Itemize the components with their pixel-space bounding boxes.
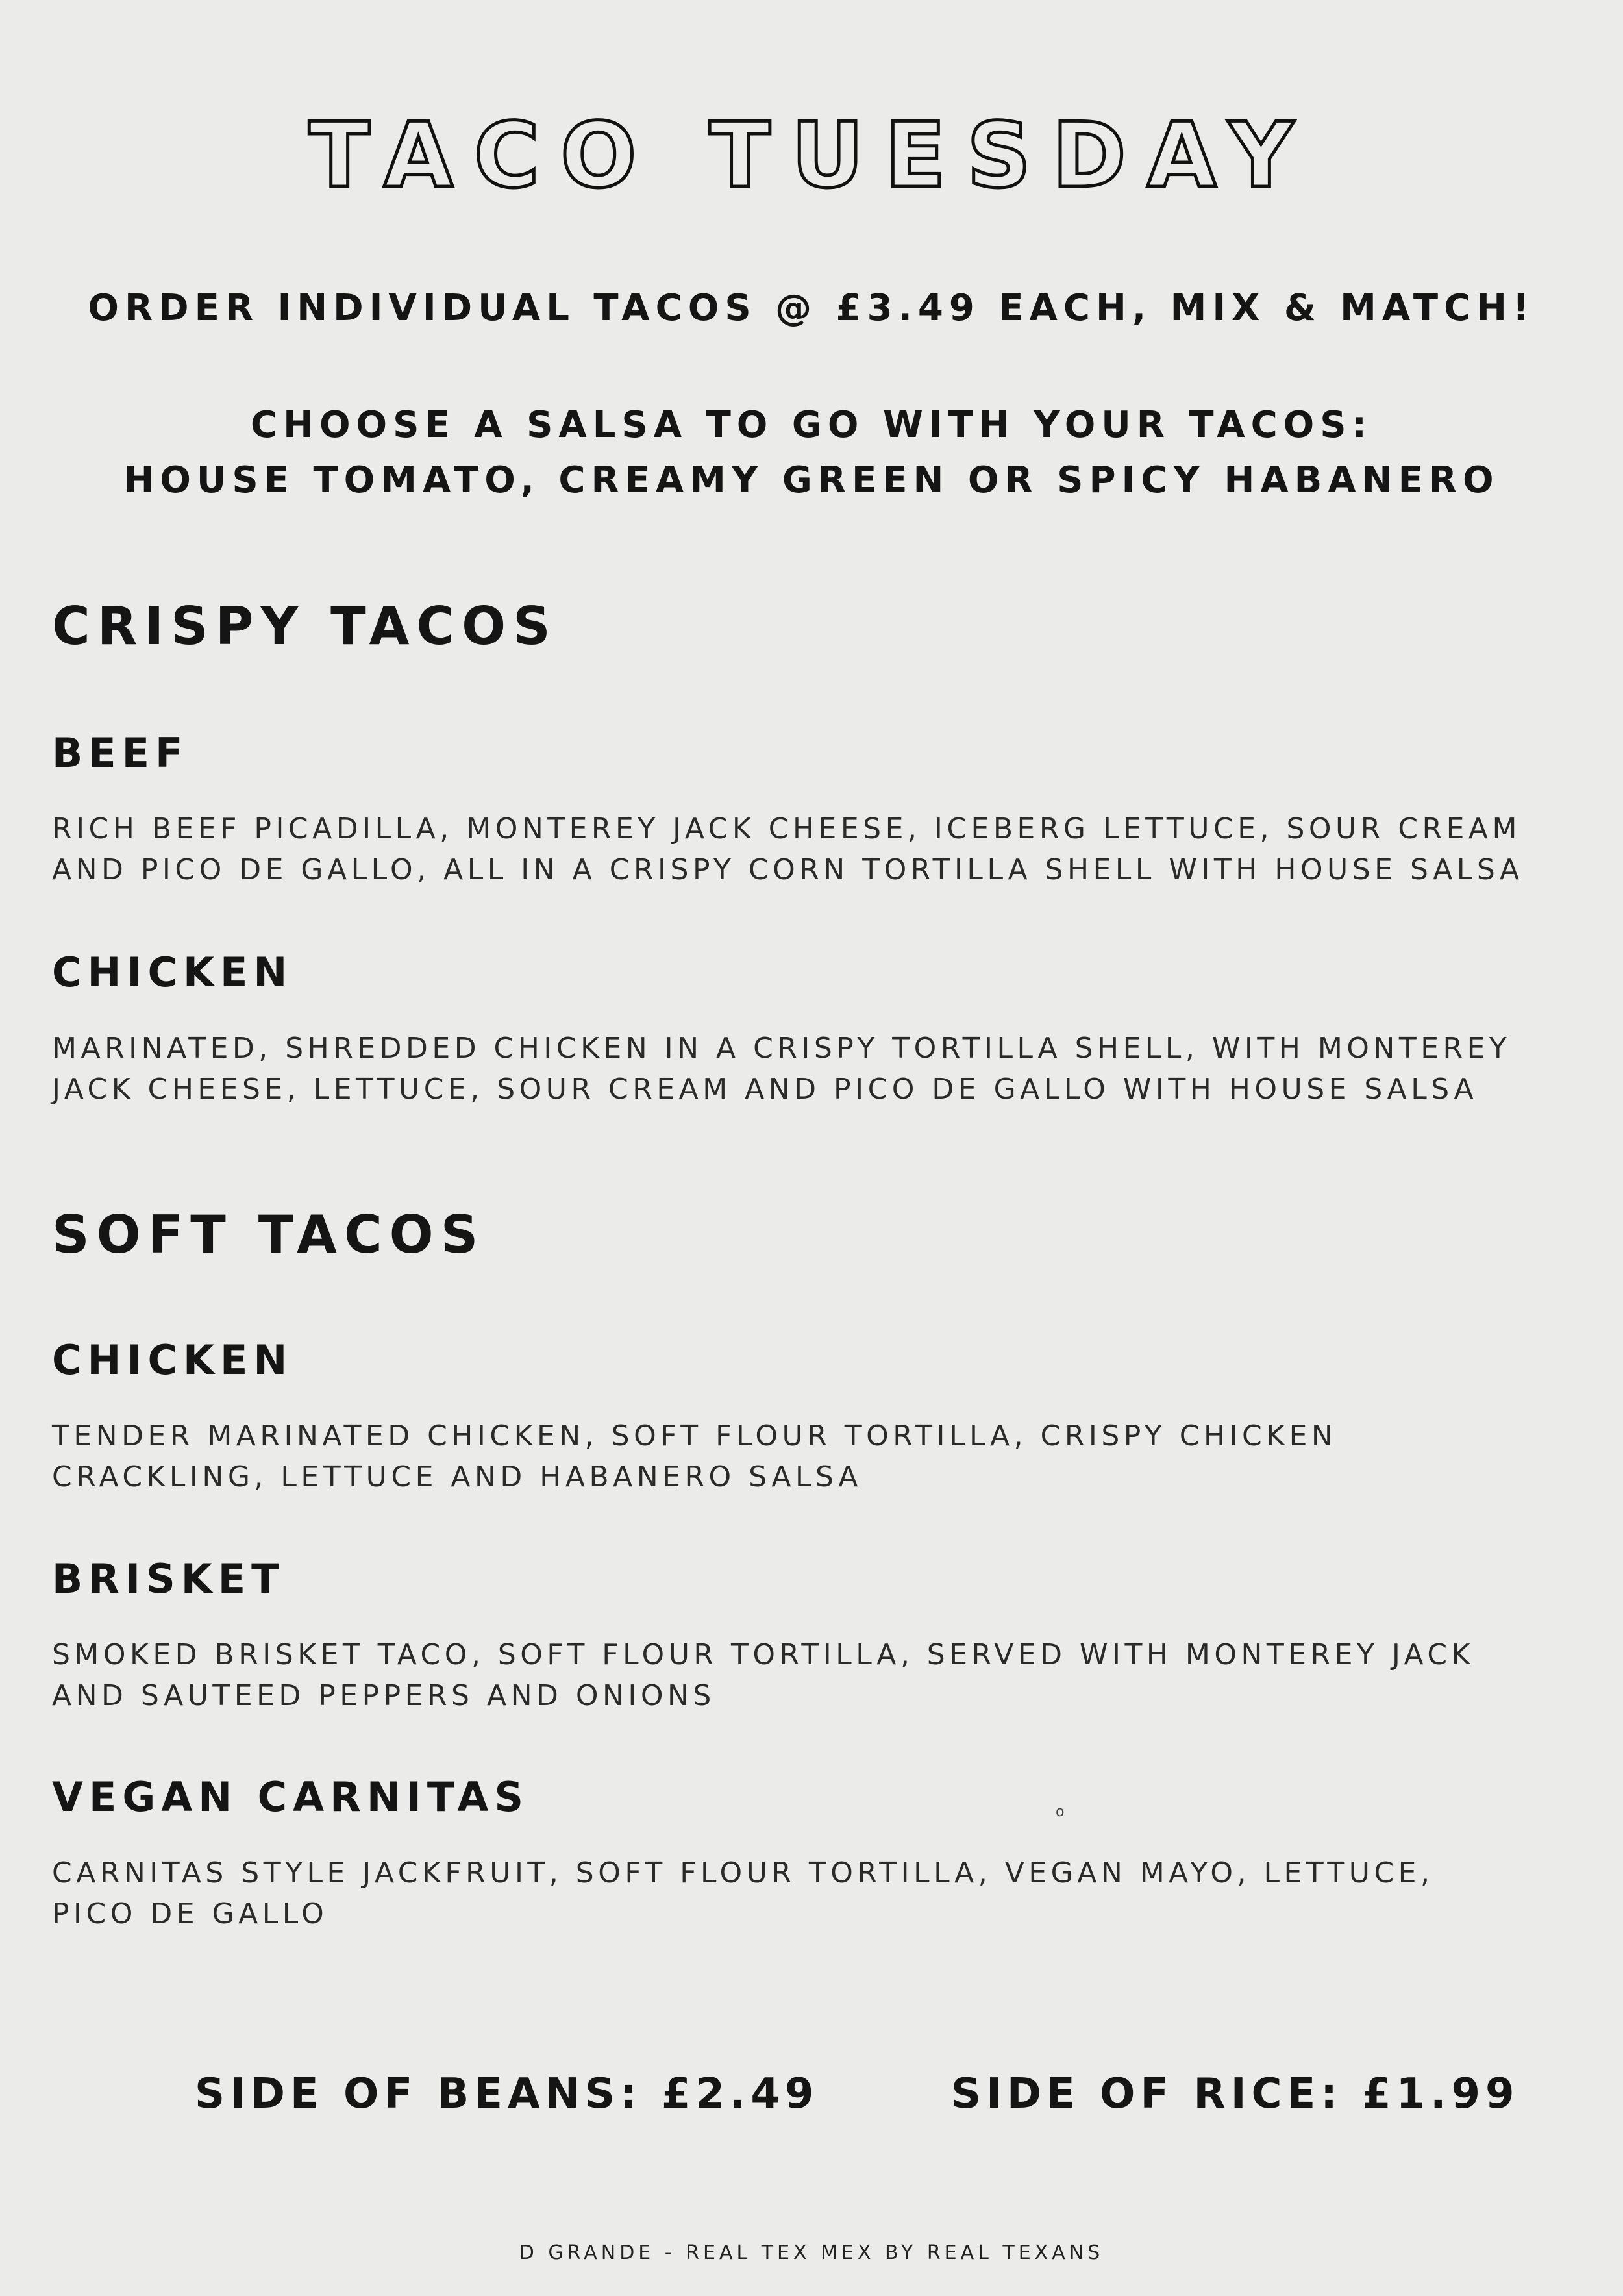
salsa-options: HOUSE TOMATO, CREAMY GREEN OR SPICY HABANERO [123, 459, 1500, 501]
item-description-line: TENDER MARINATED CHICKEN, SOFT FLOUR TORTILLA, CRISPY CHICKEN [52, 1419, 1337, 1453]
item-description-line: RICH BEEF PICADILLA, MONTEREY JACK CHEESE, ICEBERG LETTUCE, SOUR CREAM [52, 812, 1521, 845]
item-description-line: AND SAUTEED PEPPERS AND ONIONS [52, 1679, 715, 1712]
item-description-line: AND PICO DE GALLO, ALL IN A CRISPY CORN TORTILLA SHELL WITH HOUSE SALSA [52, 853, 1524, 886]
item-name-beef: BEEF [52, 729, 189, 777]
item-name-brisket: BRISKET [52, 1555, 285, 1603]
item-name-chicken: CHICKEN [52, 1336, 293, 1384]
item-description-line: SMOKED BRISKET TACO, SOFT FLOUR TORTILLA, SERVED WITH MONTEREY JACK [52, 1638, 1474, 1671]
item-description-line: PICO DE GALLO [52, 1897, 328, 1930]
stray-mark: o [1056, 1804, 1065, 1820]
footer-tagline: D GRANDE - REAL TEX MEX BY REAL TEXANS [519, 2241, 1104, 2264]
item-name-chicken: CHICKEN [52, 949, 293, 996]
side-rice-price: SIDE OF RICE: £1.99 [951, 2070, 1520, 2118]
section-heading-crispy-tacos: CRISPY TACOS [52, 596, 558, 656]
item-description-line: CRACKLING, LETTUCE AND HABANERO SALSA [52, 1460, 862, 1493]
item-name-vegan-carnitas: VEGAN CARNITAS [52, 1773, 529, 1821]
item-description-line: JACK CHEESE, LETTUCE, SOUR CREAM AND PICO DE GALLO WITH HOUSE SALSA [52, 1073, 1478, 1106]
side-beans-price: SIDE OF BEANS: £2.49 [195, 2070, 819, 2118]
menu-title: TACO TUESDAY [308, 103, 1315, 208]
order-info: ORDER INDIVIDUAL TACOS @ £3.49 EACH, MIX & MATCH! [88, 287, 1535, 329]
item-description-line: MARINATED, SHREDDED CHICKEN IN A CRISPY TORTILLA SHELL, WITH MONTEREY [52, 1032, 1511, 1065]
salsa-prompt: CHOOSE A SALSA TO GO WITH YOUR TACOS: [250, 404, 1373, 446]
section-heading-soft-tacos: SOFT TACOS [52, 1204, 486, 1265]
item-description-line: CARNITAS STYLE JACKFRUIT, SOFT FLOUR TORTILLA, VEGAN MAYO, LETTUCE, [52, 1856, 1434, 1890]
